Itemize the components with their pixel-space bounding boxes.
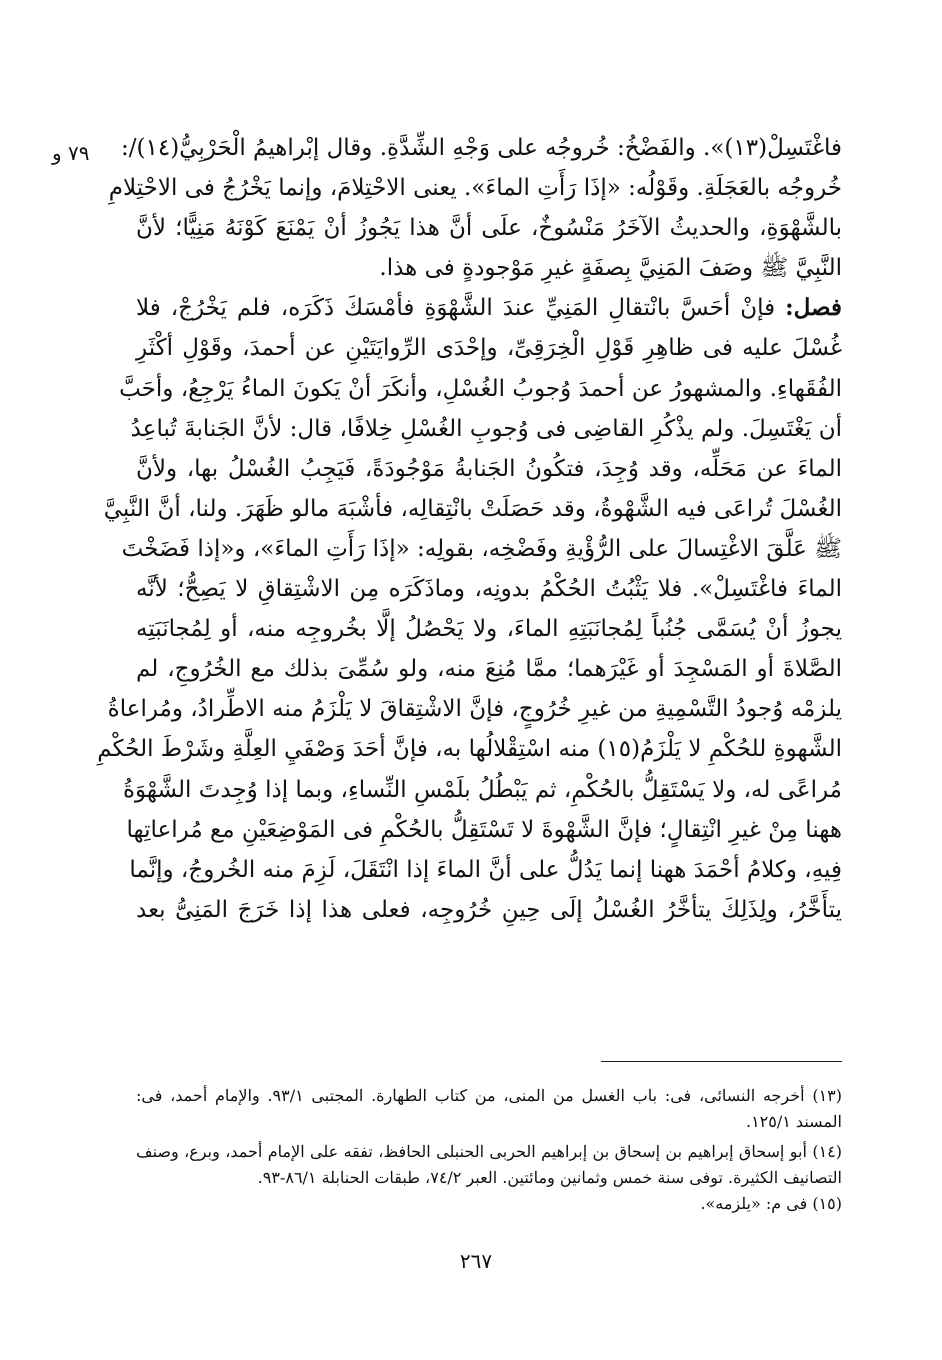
text-line: الغُسْلَ تُراعَى فيه الشَّهْوةُ، وقد حَصَلَتْ بانْتِقالِه، فأشْبَهَ مالو ظَهَرَ. ولنا، أنَّ النَّبِيَّ [103,495,842,522]
text-line: غُسْلَ عليه فى ظاهِرِ قَوْلِ الْخِرَقِىِّ، وإحْدَى الرِّوايَتَيْنِ عن أحمدَ، وقَوْلِ أكْثَرِ [136,335,842,362]
footnote-14-line: (١٤) أبو إسحاق إبراهيم بن إسحاق بن إبراهيم الحربى الحنبلى الحافظ، تفقه على الإمام أحمد، وبرع، وصنف [136,1142,842,1161]
text-line: الصَّلاةَ أو المَسْجِدَ أو غَيْرَهما؛ ممَّا مُنِعَ منه، ولو سُمِّىَ بذلك مع الخُرُوجِ، لم [136,656,842,683]
text-run: فإنْ أحَسَّ بانْتقالِ المَنِيِّ عندَ الشَّهْوَةِ فأمْسَكَ ذَكَرَه، فلم يَخْرُجْ، فلا [136,295,786,322]
footnote-15-line: (١٥) فى م: «يلزمه». [700,1194,842,1213]
text-line: أن يَغْتَسِلَ. ولم يذْكُرِ القاضِى فى وُجوبِ الغُسْلِ خِلافًا، قال: لأنَّ الجَنابةَ تُباعِدُ [130,415,842,442]
text-line: خُروجُه بالعَجَلَةِ. وقَوْلُه: «إذَا رَأَتِ الماءَ». يعنى الاحْتِلامَ، وإنما يَخْرُجُ فى الاحْتِلامِ [108,175,842,202]
footnote-separator [601,1061,842,1062]
text-line: فِيهِ، وكلامُ أحْمَدَ ههنا إنما يَدُلُّ على أنَّ الماءَ إذا انْتَقَلَ، لَزِمَ منه الخُروجُ، وإنَّما [129,856,842,883]
text-line: ﷺ عَلَّقَ الاغْتِسالَ على الرُّؤْيةِ وفَضْخِه، بقولِه: «إذَا رَأَتِ الماءَ»، و«إذا فَضَخْتَ [121,535,842,562]
manuscript-folio-reference: ٧٩ و [52,141,90,165]
text-line: النَّبِيَّ ﷺ وصَفَ المَنِيَّ بِصفَةٍ غيرِ مَوْجودةٍ فى هذا. [379,255,842,282]
main-text [97,128,842,930]
footnotes [136,1083,842,1217]
text-line: الفُقَهاءِ. والمشهورُ عن أحمدَ وُجوبُ الغُسْلِ، وأنكَرَ أنْ يَكونَ الماءُ يَرْجِعُ، وأحَبَّ [119,375,842,402]
text-line: بالشَّهْوَةِ، والحديثُ الآخَرُ مَنْسُوخٌ، علَى أنَّ هذا يَجُوزُ أنْ يَمْنَعَ كَوْنَهُ مَنِيًّا؛ لأنَّ [136,215,842,242]
text-line: مُراعًى له، ولا يَسْتَقِلُّ بالحُكْمِ، ثم يَبْطُلُ بلَمْسِ النِّساءِ، وبما إذا وُجِدتَ الشَّهْوَةُ [122,776,842,803]
text-line: الماءَ فاغْتَسِلْ». فلا يَثْبُتُ الحُكْمُ بدونِه، وماذَكَرَه مِن الاشْتِقاقِ لا يَصِحُّ؛ لأنَّه [136,576,842,603]
text-line: الماءَ عن مَحَلِّه، وقد وُجِدَ، فتكُونُ الجَنابةُ مَوْجُودَةً، فَيَجِبُ الغُسْلُ بها، ولأنَّ [136,455,842,482]
text-line: يلزمْه وُجودُ التَّسْمِيةِ من غيرِ خُرُوجٍ، فإنَّ الاشْتِقاقَ لا يَلْزَمُ منه الاطِّرادُ، ومُراعاةُ [107,696,842,723]
section-label-fasl: فصل: [785,294,842,322]
footnote-13-line: المسند ١٢٥/١. [745,1112,842,1131]
text-line: يجوزُ أنْ يُسَمَّى جُنُباً لِمُجانَبَتِهِ الماءَ، ولا يَحْصُلُ إلَّا بخُروجِه منه، أو لِمُجانَبَتِه [136,616,842,643]
footnote-14-line: التصانيف الكثيرة. توفى سنة خمس وثمانين ومائتين. العبر ٧٤/٢، طبقات الحنابلة ٨٦/١-٩٣. [257,1168,842,1187]
text-line: يتأَخَّرُ، ولِذَلِكَ يتأخَّرُ الغُسْلُ إلَى حِينِ خُرُوجِه، فعلى هذا إذا خَرَجَ المَنِىُّ بعد [136,896,842,923]
page-number: ٢٦٧ [459,1249,493,1273]
text-line: ههنا مِنْ غيرِ انْتِقالٍ؛ فإنَّ الشَّهْوةَ لا تَسْتَقِلُّ بالحُكْمِ فى المَوْضِعَيْنِ مع مُراعاتِها [126,816,842,843]
footnote-13-line: (١٣) أخرجه النسائى، فى: باب الغسل من المنى، من كتاب الطهارة. المجتبى ٩٣/١. والإمام أحمد، فى: [136,1086,843,1105]
section-heading-line [136,288,842,328]
text-line: الشَّهوةِ للحُكْمِ لا يَلْزَمُ(١٥) منه اسْتِقْلالُها به، فإنَّ أحَدَ وَصْفَيِ العِلَّةِ وشَرْطَ الحُكْمِ [97,736,842,763]
text-line: فاغْتَسِلْ(١٣)». والفَضْخُ: خُروجُه على وَجْهِ الشِّدَّةِ. وقال إبْراهيمُ الْحَرْبِيُّ(١٤)/: [121,135,842,161]
